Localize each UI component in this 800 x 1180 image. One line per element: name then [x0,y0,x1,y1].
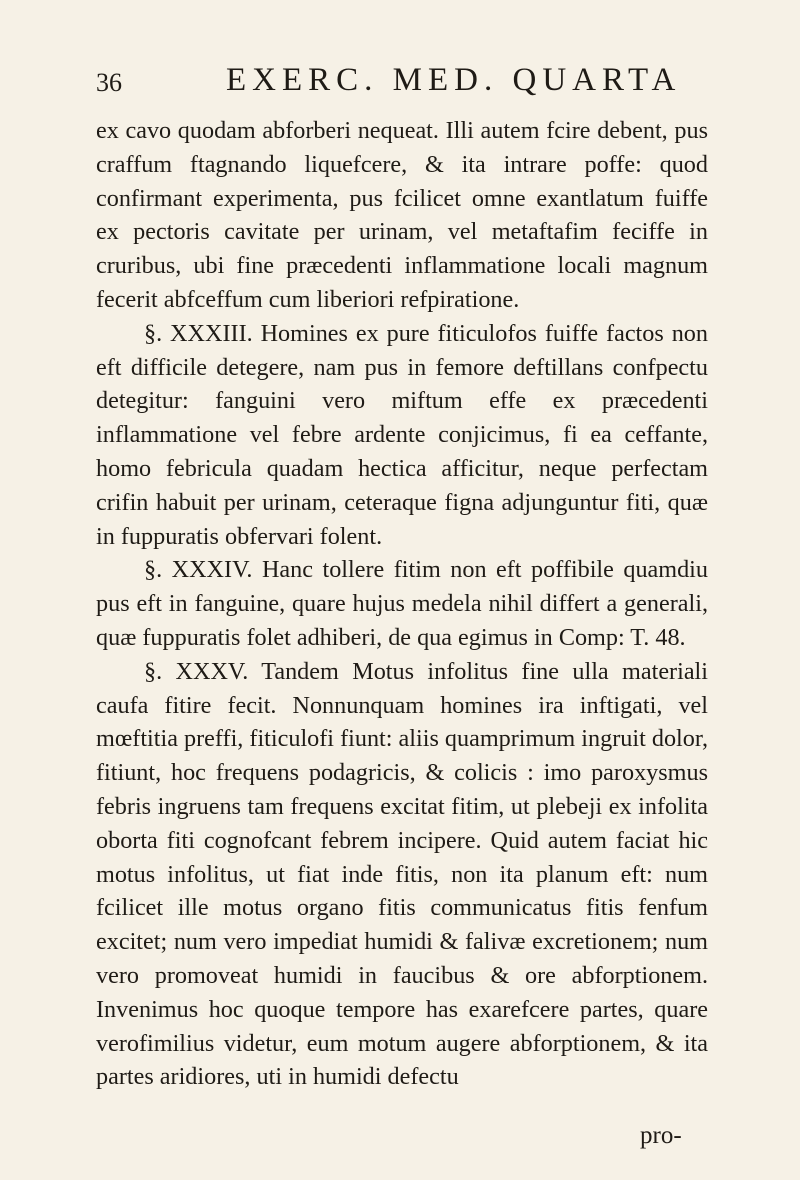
running-title: EXERC. MED. QUARTA [226,62,682,98]
catchword: pro- [640,1122,682,1149]
body-text [96,114,708,1094]
paragraph-section-34: §. XXXIV. Hanc tollere fitim non eft poffibile quamdiu pus eft in fanguine, quare hujus medela nihil differt a generali, quæ fuppuratis folet adhiberi, de qua egimus in Comp: T. 48. [96,556,708,651]
page-number: 36 [96,68,122,97]
paragraph-section-33: §. XXXIII. Homines ex pure fiticulofos fuiffe factos non eft difficile detegere, nam pus in femore deftillans confpectu detegitur: fanguini vero miftum effe ex præcedenti inflammatione vel febre ardente conjicimus, fi ea ceffante, homo febricula quadam hectica afficitur, neque perfectam crifin habuit per urinam, ceteraque figna adjunguntur fiti, quæ in fuppuratis obfervari folent. [96,319,708,550]
paragraph-continuation: ex cavo quodam abforberi nequeat. Illi autem fcire debent, pus craffum ftagnando liquefcere, & ita intrare poffe: quod confirmant experimenta, pus fcilicet omne exantlatum fuiffe ex pectoris cavitate per urinam, vel metaftafim feciffe in cruribus, ubi fine præcedenti inflammatione locali magnum fecerit abfceffum cum liberiori refpiratione. [96,117,708,313]
page-header [96,62,716,102]
paragraph-section-35: §. XXXV. Tandem Motus infolitus fine ulla materiali caufa fitire fecit. Nonnunquam homines ira inftigati, vel mœftitia preffi, fiticulofi fiunt: aliis quamprimum ingruit dolor, fitiunt, hoc frequens podagricis, & colicis : imo paroxysmus febris ingruens tam frequens excitat fitim, ut plebeji ex infolita oborta fiti cognofcant febrem incipere. Quid autem faciat hic motus infolitus, ut fiat inde fitis, non ita planum eft: num fcilicet ille motus organo fitis communicatus fitis fenfum excitet; num vero impediat humidi & falivæ excretionem; num vero promoveat humidi in faucibus & ore abforptionem. Invenimus hoc quoque tempore has exarefcere partes, quare verofimilius videtur, eum motum augere abforptionem, & ita partes aridiores, uti in humidi defectu [96,657,708,1091]
